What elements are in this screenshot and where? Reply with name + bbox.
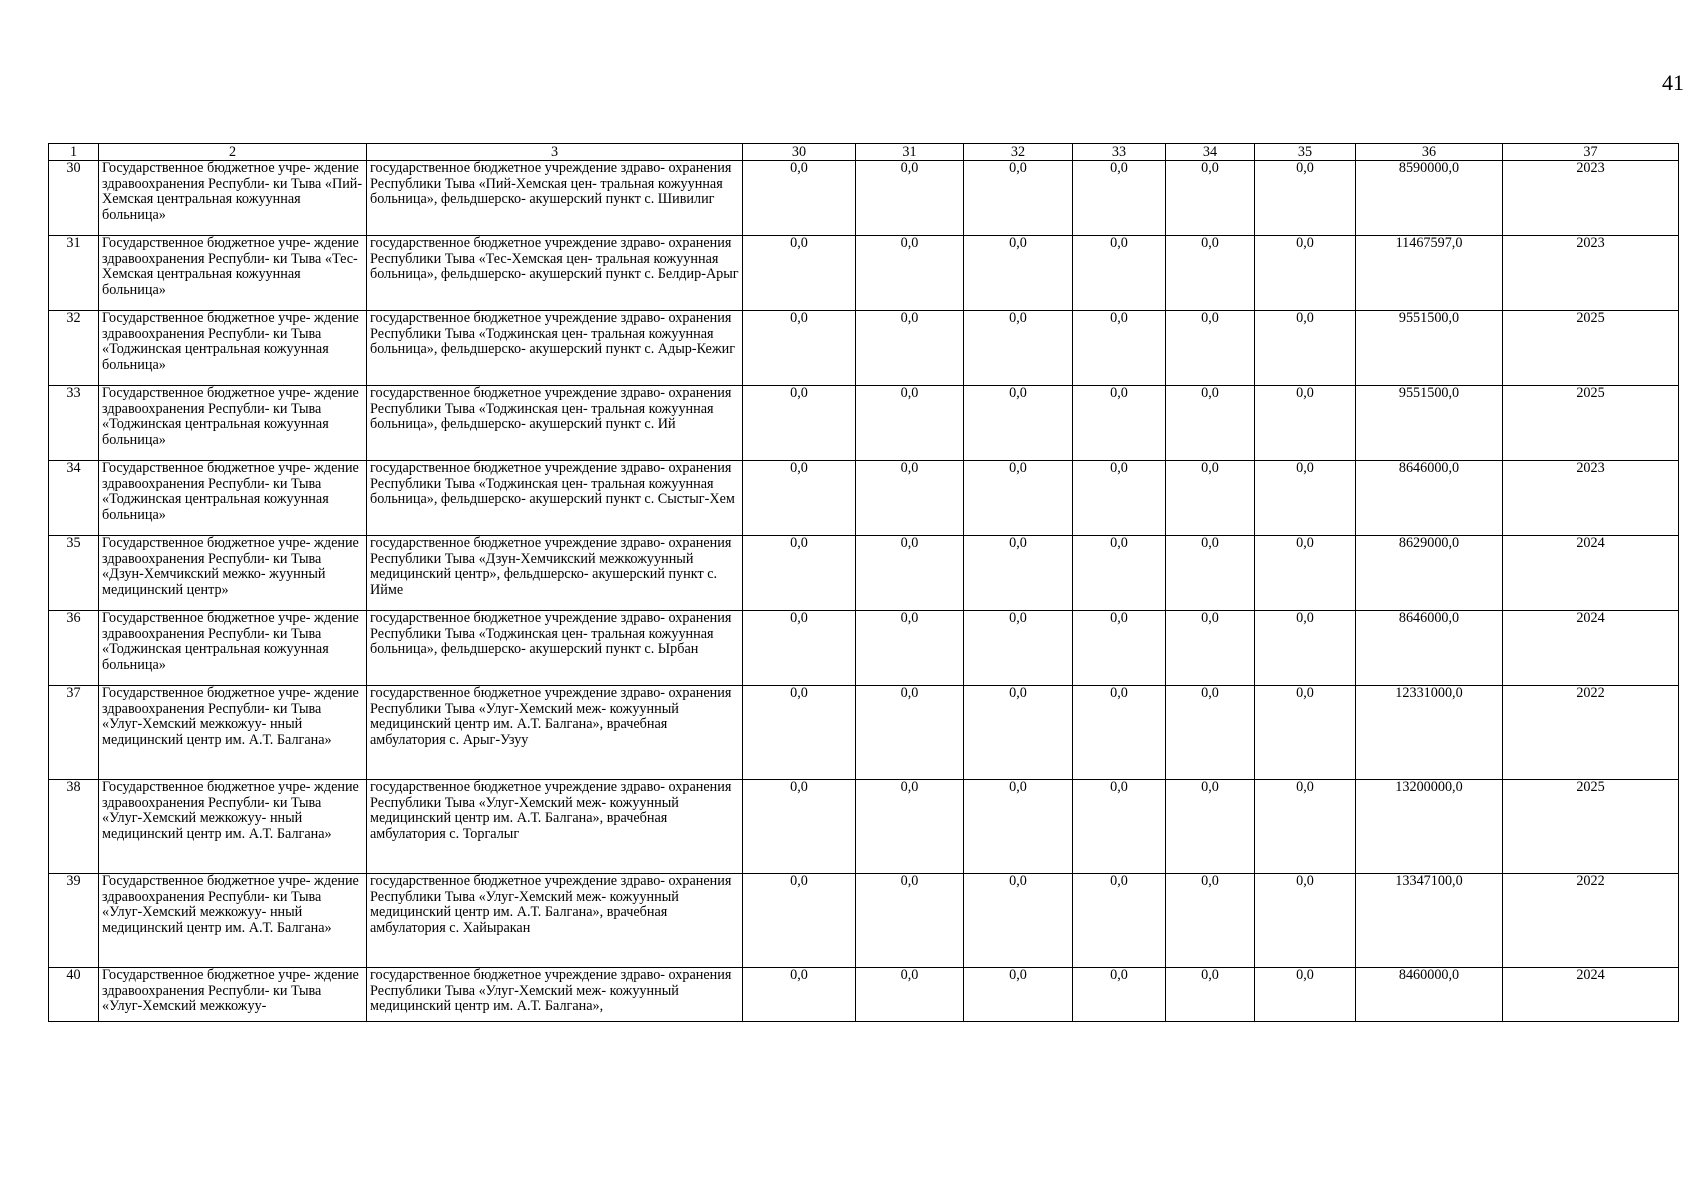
value-cell-31: 0,0 <box>856 874 964 968</box>
value-cell-31: 0,0 <box>856 968 964 1022</box>
table-header-row <box>49 144 1679 161</box>
value-cell-32: 0,0 <box>964 780 1073 874</box>
value-cell-32: 0,0 <box>964 611 1073 686</box>
value-cell-35: 0,0 <box>1255 236 1356 311</box>
amount-cell: 9551500,0 <box>1356 311 1503 386</box>
value-cell-34: 0,0 <box>1166 236 1255 311</box>
value-cell-32: 0,0 <box>964 968 1073 1022</box>
year-cell: 2022 <box>1503 686 1679 780</box>
value-cell-30: 0,0 <box>743 611 856 686</box>
value-cell-33: 0,0 <box>1073 686 1166 780</box>
amount-cell: 12331000,0 <box>1356 686 1503 780</box>
value-cell-34: 0,0 <box>1166 611 1255 686</box>
row-number: 33 <box>49 386 99 461</box>
object-cell: государственное бюджетное учреждение здраво- охранения Республики Тыва «Тоджинская цен- тральная кожуунная больница», фельдшерско- акушерский пункт с. Сыстыг-Хем <box>367 461 743 536</box>
value-cell-32: 0,0 <box>964 311 1073 386</box>
object-cell: государственное бюджетное учреждение здраво- охранения Республики Тыва «Дзун-Хемчикский межкожуунный медицинский центр», фельдшерско- акушерский пункт с. Ийме <box>367 536 743 611</box>
value-cell-33: 0,0 <box>1073 461 1166 536</box>
table-row <box>49 968 1679 1022</box>
table-row <box>49 161 1679 236</box>
value-cell-30: 0,0 <box>743 161 856 236</box>
header-cell: 35 <box>1255 144 1356 161</box>
value-cell-31: 0,0 <box>856 161 964 236</box>
value-cell-33: 0,0 <box>1073 874 1166 968</box>
organization-cell: Государственное бюджетное учре- ждение здравоохранения Республи- ки Тыва «Тоджинская центральная кожуунная больница» <box>99 386 367 461</box>
amount-cell: 8460000,0 <box>1356 968 1503 1022</box>
value-cell-35: 0,0 <box>1255 686 1356 780</box>
year-cell: 2023 <box>1503 161 1679 236</box>
year-cell: 2024 <box>1503 536 1679 611</box>
table-row <box>49 386 1679 461</box>
row-number: 39 <box>49 874 99 968</box>
year-cell: 2024 <box>1503 611 1679 686</box>
value-cell-32: 0,0 <box>964 874 1073 968</box>
row-number: 36 <box>49 611 99 686</box>
value-cell-34: 0,0 <box>1166 311 1255 386</box>
value-cell-30: 0,0 <box>743 780 856 874</box>
value-cell-33: 0,0 <box>1073 780 1166 874</box>
value-cell-30: 0,0 <box>743 686 856 780</box>
object-cell: государственное бюджетное учреждение здраво- охранения Республики Тыва «Тес-Хемская цен- тральная кожуунная больница», фельдшерско- акушерский пункт с. Белдир-Арыг <box>367 236 743 311</box>
value-cell-35: 0,0 <box>1255 611 1356 686</box>
header-cell: 2 <box>99 144 367 161</box>
amount-cell: 9551500,0 <box>1356 386 1503 461</box>
page-number: 41 <box>1662 70 1684 95</box>
year-cell: 2025 <box>1503 386 1679 461</box>
object-cell: государственное бюджетное учреждение здраво- охранения Республики Тыва «Тоджинская цен- тральная кожуунная больница», фельдшерско- акушерский пункт с. Адыр-Кежиг <box>367 311 743 386</box>
table-row <box>49 461 1679 536</box>
row-number: 34 <box>49 461 99 536</box>
amount-cell: 8646000,0 <box>1356 611 1503 686</box>
header-cell: 30 <box>743 144 856 161</box>
value-cell-33: 0,0 <box>1073 968 1166 1022</box>
amount-cell: 8590000,0 <box>1356 161 1503 236</box>
table-row <box>49 686 1679 780</box>
value-cell-31: 0,0 <box>856 311 964 386</box>
value-cell-35: 0,0 <box>1255 536 1356 611</box>
object-cell: государственное бюджетное учреждение здраво- охранения Республики Тыва «Улуг-Хемский меж- кожуунный медицинский центр им. А.Т. Балгана», врачебная амбулатория с. Торгалыг <box>367 780 743 874</box>
header-cell: 37 <box>1503 144 1679 161</box>
organization-cell: Государственное бюджетное учре- ждение здравоохранения Республи- ки Тыва «Дзун-Хемчикский межко- жуунный медицинский центр» <box>99 536 367 611</box>
year-cell: 2025 <box>1503 780 1679 874</box>
organization-cell: Государственное бюджетное учре- ждение здравоохранения Республи- ки Тыва «Улуг-Хемский межкожуу- нный медицинский центр им. А.Т. Балгана» <box>99 780 367 874</box>
organization-cell: Государственное бюджетное учре- ждение здравоохранения Республи- ки Тыва «Улуг-Хемский межкожуу- нный медицинский центр им. А.Т. Балгана» <box>99 874 367 968</box>
object-cell: государственное бюджетное учреждение здраво- охранения Республики Тыва «Улуг-Хемский меж- кожуунный медицинский центр им. А.Т. Балгана», <box>367 968 743 1022</box>
row-number: 40 <box>49 968 99 1022</box>
amount-cell: 11467597,0 <box>1356 236 1503 311</box>
object-cell: государственное бюджетное учреждение здраво- охранения Республики Тыва «Улуг-Хемский меж- кожуунный медицинский центр им. А.Т. Балгана», врачебная амбулатория с. Арыг-Узуу <box>367 686 743 780</box>
row-number: 38 <box>49 780 99 874</box>
amount-cell: 13347100,0 <box>1356 874 1503 968</box>
value-cell-31: 0,0 <box>856 236 964 311</box>
value-cell-35: 0,0 <box>1255 386 1356 461</box>
row-number: 32 <box>49 311 99 386</box>
value-cell-31: 0,0 <box>856 461 964 536</box>
value-cell-30: 0,0 <box>743 968 856 1022</box>
row-number: 30 <box>49 161 99 236</box>
value-cell-30: 0,0 <box>743 461 856 536</box>
value-cell-34: 0,0 <box>1166 968 1255 1022</box>
header-cell: 3 <box>367 144 743 161</box>
organization-cell: Государственное бюджетное учре- ждение здравоохранения Республи- ки Тыва «Тес-Хемская центральная кожуунная больница» <box>99 236 367 311</box>
header-cell: 32 <box>964 144 1073 161</box>
value-cell-35: 0,0 <box>1255 780 1356 874</box>
table-row <box>49 536 1679 611</box>
value-cell-33: 0,0 <box>1073 386 1166 461</box>
year-cell: 2023 <box>1503 236 1679 311</box>
value-cell-35: 0,0 <box>1255 874 1356 968</box>
header-cell: 34 <box>1166 144 1255 161</box>
value-cell-34: 0,0 <box>1166 874 1255 968</box>
organization-cell: Государственное бюджетное учре- ждение здравоохранения Республи- ки Тыва «Улуг-Хемский межкожуу- нный медицинский центр им. А.Т. Балгана» <box>99 686 367 780</box>
value-cell-30: 0,0 <box>743 311 856 386</box>
header-cell: 33 <box>1073 144 1166 161</box>
value-cell-31: 0,0 <box>856 780 964 874</box>
object-cell: государственное бюджетное учреждение здраво- охранения Республики Тыва «Тоджинская цен- тральная кожуунная больница», фельдшерско- акушерский пункт с. Ий <box>367 386 743 461</box>
amount-cell: 8629000,0 <box>1356 536 1503 611</box>
value-cell-34: 0,0 <box>1166 686 1255 780</box>
table-row <box>49 311 1679 386</box>
value-cell-31: 0,0 <box>856 686 964 780</box>
value-cell-31: 0,0 <box>856 611 964 686</box>
amount-cell: 13200000,0 <box>1356 780 1503 874</box>
value-cell-32: 0,0 <box>964 236 1073 311</box>
value-cell-32: 0,0 <box>964 461 1073 536</box>
value-cell-32: 0,0 <box>964 161 1073 236</box>
organization-cell: Государственное бюджетное учре- ждение здравоохранения Республи- ки Тыва «Тоджинская центральная кожуунная больница» <box>99 461 367 536</box>
value-cell-33: 0,0 <box>1073 236 1166 311</box>
value-cell-35: 0,0 <box>1255 461 1356 536</box>
value-cell-30: 0,0 <box>743 236 856 311</box>
header-cell: 36 <box>1356 144 1503 161</box>
organization-cell: Государственное бюджетное учре- ждение здравоохранения Республи- ки Тыва «Тоджинская центральная кожуунная больница» <box>99 611 367 686</box>
value-cell-30: 0,0 <box>743 386 856 461</box>
value-cell-34: 0,0 <box>1166 461 1255 536</box>
table-row <box>49 236 1679 311</box>
value-cell-32: 0,0 <box>964 536 1073 611</box>
object-cell: государственное бюджетное учреждение здраво- охранения Республики Тыва «Улуг-Хемский меж- кожуунный медицинский центр им. А.Т. Балгана», врачебная амбулатория с. Хайыракан <box>367 874 743 968</box>
row-number: 37 <box>49 686 99 780</box>
value-cell-31: 0,0 <box>856 386 964 461</box>
value-cell-33: 0,0 <box>1073 311 1166 386</box>
table-row <box>49 611 1679 686</box>
value-cell-32: 0,0 <box>964 386 1073 461</box>
year-cell: 2024 <box>1503 968 1679 1022</box>
value-cell-33: 0,0 <box>1073 161 1166 236</box>
data-table <box>48 143 1679 1022</box>
object-cell: государственное бюджетное учреждение здраво- охранения Республики Тыва «Тоджинская цен- тральная кожуунная больница», фельдшерско- акушерский пункт с. Ырбан <box>367 611 743 686</box>
value-cell-33: 0,0 <box>1073 536 1166 611</box>
header-cell: 31 <box>856 144 964 161</box>
value-cell-34: 0,0 <box>1166 780 1255 874</box>
value-cell-30: 0,0 <box>743 874 856 968</box>
amount-cell: 8646000,0 <box>1356 461 1503 536</box>
year-cell: 2025 <box>1503 311 1679 386</box>
value-cell-35: 0,0 <box>1255 311 1356 386</box>
value-cell-31: 0,0 <box>856 536 964 611</box>
row-number: 31 <box>49 236 99 311</box>
value-cell-34: 0,0 <box>1166 161 1255 236</box>
value-cell-35: 0,0 <box>1255 161 1356 236</box>
row-number: 35 <box>49 536 99 611</box>
organization-cell: Государственное бюджетное учре- ждение здравоохранения Республи- ки Тыва «Улуг-Хемский межкожуу- <box>99 968 367 1022</box>
table-row <box>49 874 1679 968</box>
value-cell-34: 0,0 <box>1166 386 1255 461</box>
year-cell: 2022 <box>1503 874 1679 968</box>
table-row <box>49 780 1679 874</box>
header-cell: 1 <box>49 144 99 161</box>
value-cell-32: 0,0 <box>964 686 1073 780</box>
organization-cell: Государственное бюджетное учре- ждение здравоохранения Республи- ки Тыва «Пий-Хемская центральная кожуунная больница» <box>99 161 367 236</box>
object-cell: государственное бюджетное учреждение здраво- охранения Республики Тыва «Пий-Хемская цен- тральная кожуунная больница», фельдшерско- акушерский пункт с. Шивилиг <box>367 161 743 236</box>
value-cell-35: 0,0 <box>1255 968 1356 1022</box>
value-cell-33: 0,0 <box>1073 611 1166 686</box>
value-cell-30: 0,0 <box>743 536 856 611</box>
year-cell: 2023 <box>1503 461 1679 536</box>
organization-cell: Государственное бюджетное учре- ждение здравоохранения Республи- ки Тыва «Тоджинская центральная кожуунная больница» <box>99 311 367 386</box>
value-cell-34: 0,0 <box>1166 536 1255 611</box>
